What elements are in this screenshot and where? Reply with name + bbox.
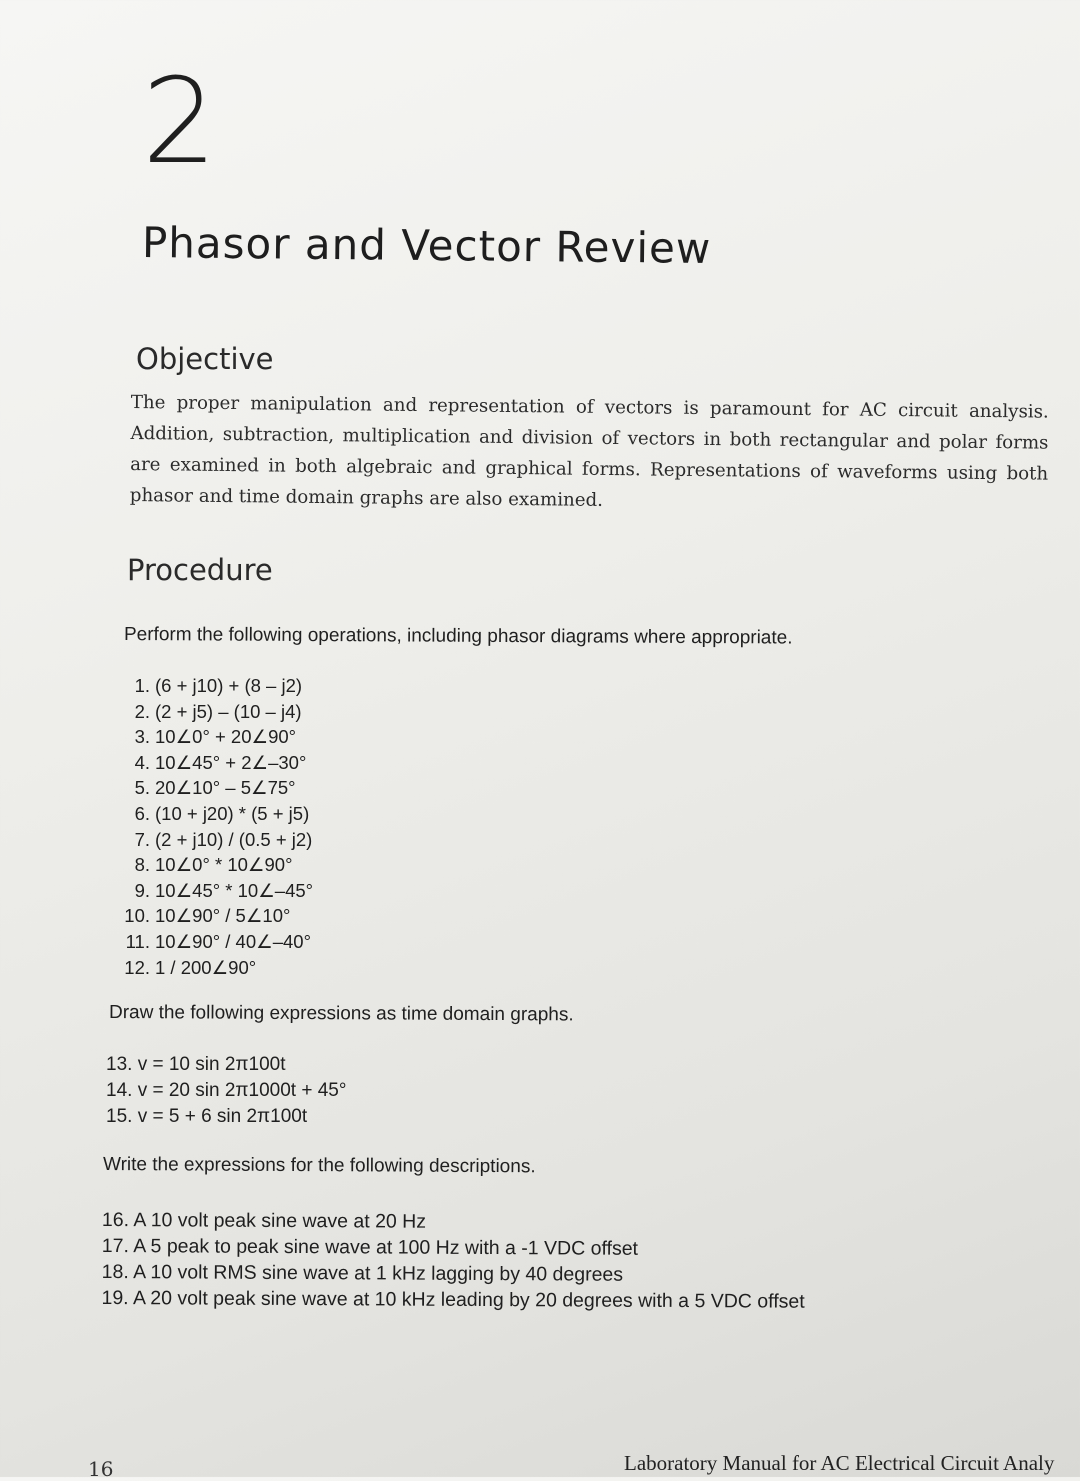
list-item <box>112 673 313 699</box>
item-text: 10∠0° + 20∠90° <box>155 726 297 748</box>
list-item: 18. A 10 volt RMS sine wave at 1 kHz lagging by 40 degrees <box>101 1260 624 1286</box>
list-item <box>112 775 313 801</box>
item-text: (6 + j10) + (8 – j2) <box>155 675 303 696</box>
list-item <box>112 852 313 878</box>
list-item: 13. v = 10 sin 2π100t <box>106 1054 286 1075</box>
chapter-title: Phasor and Vector Review <box>141 218 712 273</box>
item-text: 10∠45° * 10∠–45° <box>155 879 314 901</box>
list-item <box>112 724 313 750</box>
item-number: 2. <box>134 700 150 722</box>
list-item: 19. A 20 volt peak sine wave at 10 kHz leading by 20 degrees with a 5 VDC offset <box>101 1286 805 1313</box>
descriptions-instruction: Write the expressions for the following descriptions. <box>102 1154 536 1178</box>
list-item <box>112 750 313 776</box>
list-item: 16. A 10 volt peak sine wave at 20 Hz <box>101 1209 427 1233</box>
item-text: (2 + j10) / (0.5 + j2) <box>155 828 313 850</box>
list-item <box>112 878 313 904</box>
item-text: 10∠90° / 40∠–40° <box>155 930 311 952</box>
item-number: 4. <box>134 751 150 773</box>
item-number: 8. <box>134 854 150 876</box>
operations-instruction: Perform the following operations, including phasor diagrams where appropriate. <box>123 624 793 649</box>
item-number: 11. <box>125 930 150 952</box>
item-number: 5. <box>134 777 150 799</box>
graphs-instruction: Draw the following expressions as time domain graphs. <box>108 1002 574 1026</box>
descriptions-list <box>101 1207 805 1315</box>
list-item <box>112 929 313 955</box>
chapter-number: 2 <box>142 52 218 190</box>
graphs-list <box>106 1052 346 1130</box>
item-number: 12. <box>124 956 150 978</box>
item-text: 10∠0° * 10∠90° <box>155 854 293 876</box>
list-item <box>112 827 313 853</box>
operations-list <box>112 673 313 980</box>
item-number: 10. <box>124 905 150 927</box>
item-number: 3. <box>134 726 150 748</box>
list-item: 14. v = 20 sin 2π1000t + 45° <box>106 1080 347 1101</box>
item-number: 9. <box>134 879 150 901</box>
list-item <box>112 699 313 725</box>
item-number: 6. <box>134 802 150 824</box>
item-text: (10 + j20) * (5 + j5) <box>155 802 310 824</box>
list-item <box>112 801 313 827</box>
objective-heading: Objective <box>136 342 274 376</box>
list-item: 17. A 5 peak to peak sine wave at 100 Hz with a -1 VDC offset <box>101 1234 639 1260</box>
item-text: 10∠90° / 5∠10° <box>155 905 291 927</box>
item-text: 1 / 200∠90° <box>155 956 257 978</box>
page-number: 16 <box>88 1457 114 1481</box>
item-number: 1. <box>134 675 150 696</box>
objective-paragraph: The proper manipulation and representation of vectors is paramount for AC circuit analysis. Addition, subtraction, multiplication and division of vectors in both rectangular and polar forms are examined in both algebraic and graphical forms. Representations of waveforms using both phasor and time domain graphs are also examined. <box>129 391 1049 511</box>
list-item <box>112 955 313 981</box>
item-text: 10∠45° + 2∠–30° <box>155 751 307 773</box>
item-number: 7. <box>134 828 150 850</box>
running-footer-title: Laboratory Manual for AC Electrical Circuit Analy <box>624 1451 1055 1475</box>
list-item: 15. v = 5 + 6 sin 2π100t <box>106 1106 308 1127</box>
procedure-heading: Procedure <box>127 553 273 587</box>
item-text: (2 + j5) – (10 – j4) <box>155 700 302 722</box>
item-text: 20∠10° – 5∠75° <box>155 777 296 799</box>
list-item <box>112 903 313 929</box>
